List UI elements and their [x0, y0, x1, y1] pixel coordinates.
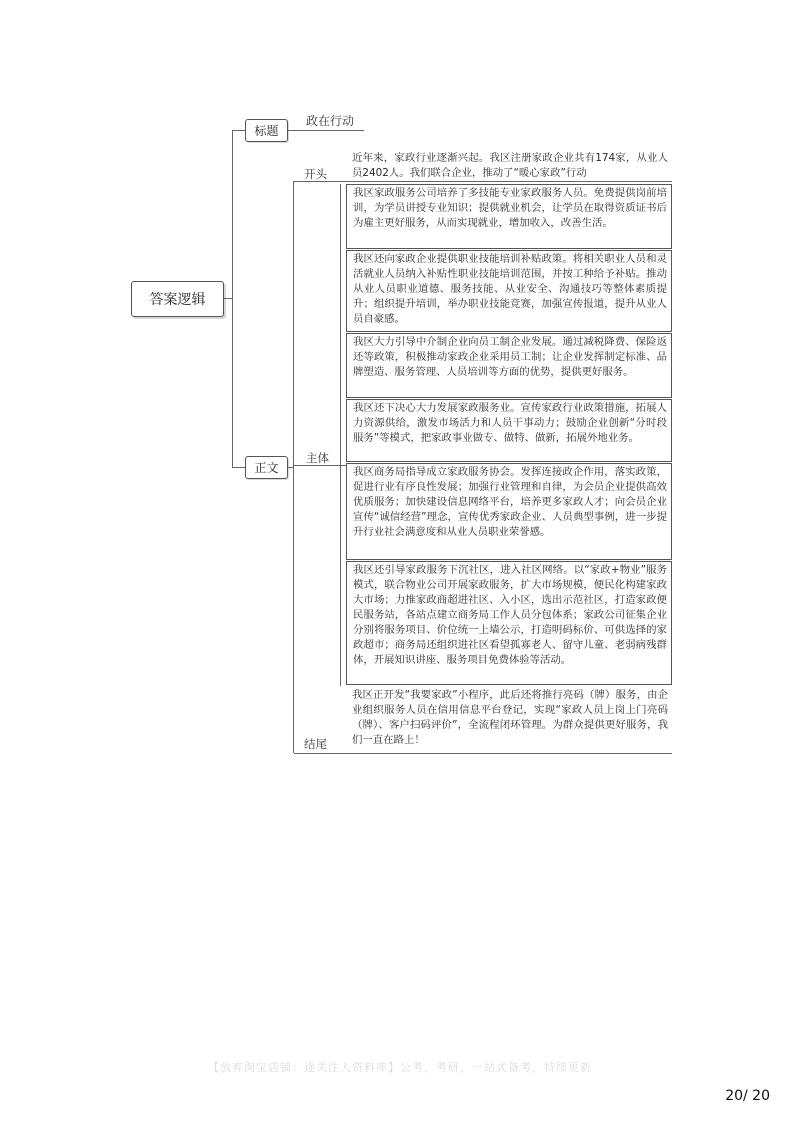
main-label: 主体	[306, 451, 329, 465]
branch-body-node	[245, 456, 288, 479]
opening-underline	[294, 181, 672, 182]
connector-to-body	[232, 467, 245, 468]
main-underline	[294, 465, 346, 466]
ending-text: 我区正开发“我要家政”小程序，此后还将推行亮码（牌）服务，由企业组织服务人员在信用信息平台登记，实现“家政人员上岗上门亮码（牌）、客户扫码评价”，全流程闭环管理。为群众提供更好服务，我们一直在路上！	[352, 689, 668, 746]
opening-label: 开头	[304, 167, 327, 181]
main-paragraph-3: 我区大力引导中介制企业向员工制企业发展。通过减税降费、保险返还等政策，积极推动家政企业采用员工制；让企业发挥制定标准、品牌塑造、服务管理、人员培训等方面的优势，提供更好服务。	[346, 333, 672, 398]
ending-label: 结尾	[304, 737, 327, 751]
connector-body-vertical	[293, 181, 294, 753]
main-paragraph-2: 我区还向家政企业提供职业技能培训补贴政策。将相关职业人员和灵活就业人员纳入补贴性职业技能培训范围，并按工种给予补贴。推动从业人员职业道德、服务技能、从业安全、沟通技巧等整体素质提升；组织提升培训，举办职业技能竞赛，加强宣传报道，提升从业人员自豪感。	[346, 250, 672, 332]
ending-underline	[294, 753, 672, 754]
branch-title-label: 标题	[254, 124, 279, 138]
main-paragraph-5: 我区商务局指导成立家政服务协会。发挥连接政企作用，落实政策，促进行业有序良性发展；加强行业管理和自律，为会员企业提供高效优质服务；加快建设信息网络平台，培养更多家政人才；向会员企业宣传“诚信经营”理念，宣传优秀家政企业、人员典型事例，进一步提升行业社会满意度和从业人员职业荣誉感。	[346, 463, 672, 560]
main-paragraph-4: 我区还下决心大力发展家政服务业。宣传家政行业政策措施，拓展人力资源供给，激发市场活力和人员干事动力；鼓励企业创新“分时段服务”等模式，把家政事业做专、做特、做新，拓展外地业务。	[346, 399, 672, 462]
title-underline	[298, 130, 364, 131]
title-value: 政在行动	[306, 114, 355, 128]
root-label: 答案逻辑	[149, 292, 206, 308]
main-paragraph-1: 我区家政服务公司培养了多技能专业家政服务人员。免费提供岗前培训，为学员讲授专业知识；提供就业机会，让学员在取得资质证书后为雇主更好服务，从而实现就业，增加收入，改善生活。	[346, 184, 672, 249]
connector-root-vertical	[232, 130, 233, 468]
branch-body-label: 正文	[254, 461, 279, 475]
connector-title-value	[288, 130, 298, 131]
main-vertical	[340, 184, 341, 686]
mindmap-root-node	[131, 281, 224, 317]
main-paragraph-6: 我区还引导家政服务下沉社区，进入社区网络。以“家政+物业”服务模式，联合物业公司开展家政服务，扩大市场规模，便民化构建家政大市场；力推家政商超进社区、入小区，选出示范社区，打造家政便民服务站，各站点建立商务局工作人员分包体系；家政公司征集企业分别将服务项目、价位统一上墙公示，打造明码标价、可供选择的家政超市；商务局还组织进社区看望孤寡老人、留守儿童、老弱病残群体，开展知识讲座、服务项目免费体验等活动。	[346, 561, 672, 685]
opening-text: 近年来，家政行业逐渐兴起。我区注册家政企业共有174家，从业人员2402人。我们联合企业，推动了“暖心家政”行动	[352, 152, 668, 179]
branch-title-node	[245, 119, 288, 142]
watermark-note: 【放弃淘宝店铺：逐关注人资料库】公考，考研，一站式备考，持续更新	[208, 1061, 592, 1074]
connector-to-title	[232, 130, 245, 131]
page-number: 20/ 20	[725, 1088, 770, 1104]
